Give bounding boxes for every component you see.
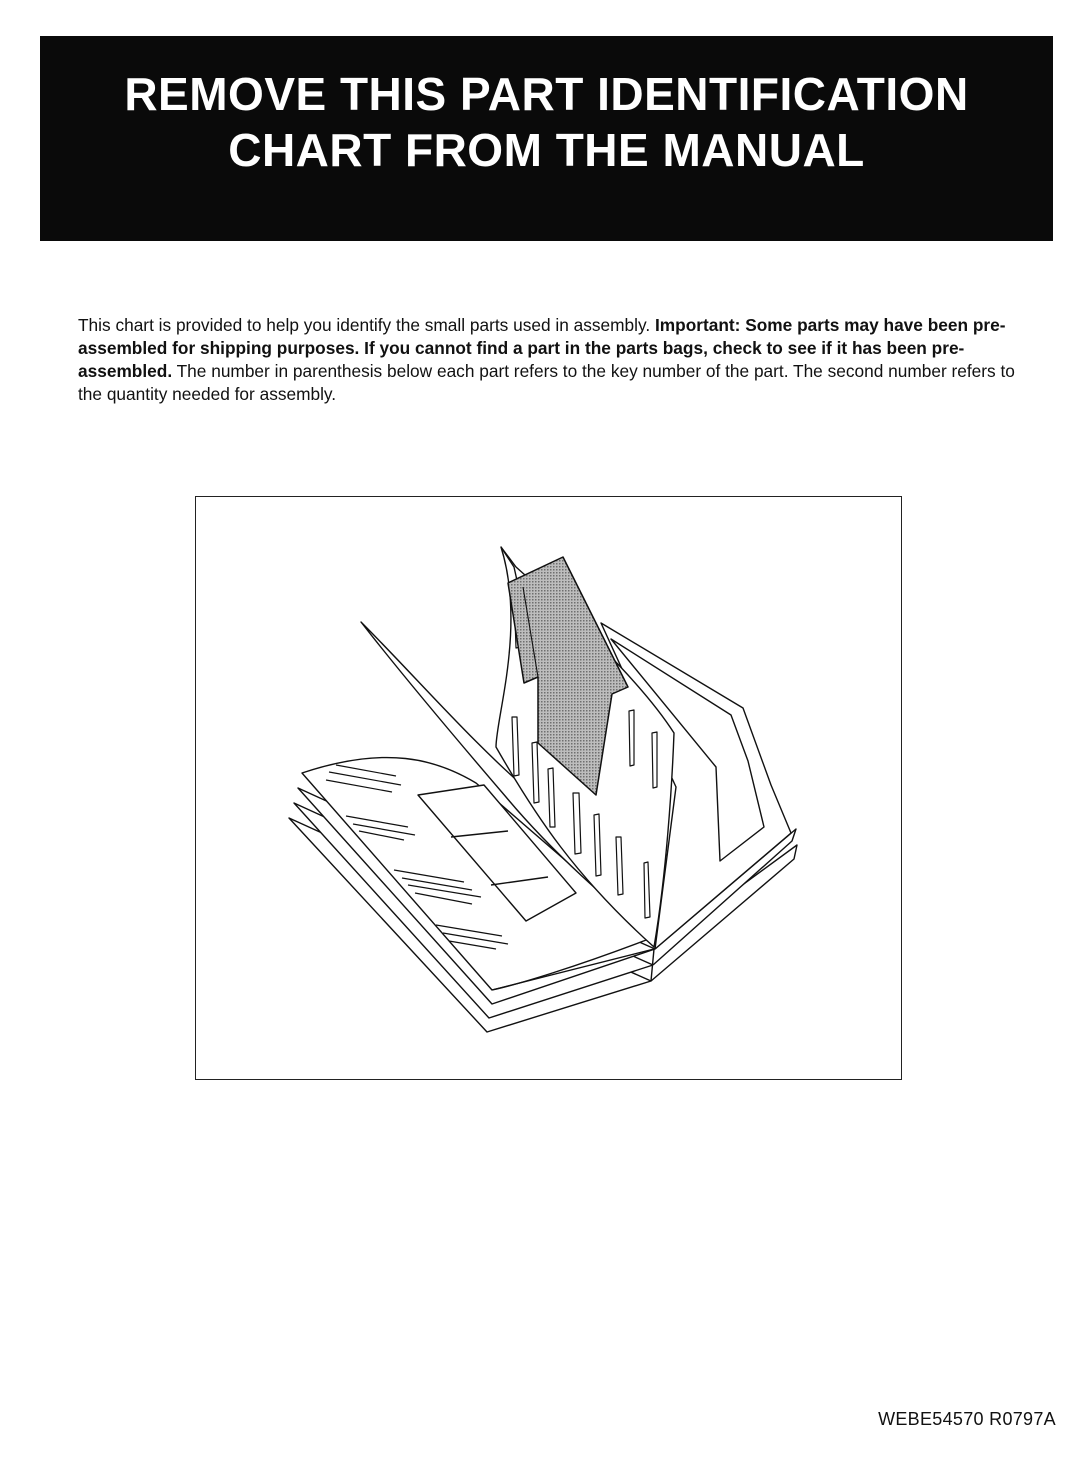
intro-paragraph: [78, 314, 1018, 406]
illustration-frame: [195, 496, 902, 1080]
intro-text: This chart is provided to help you identify the small parts used in assembly.: [78, 315, 655, 335]
header-title-line-1: REMOVE THIS PART IDENTIFICATION: [124, 67, 969, 120]
intro-text-continued: The number in parenthesis below each part refers to the key number of the part. The second number refers to the quantity needed for assembly.: [78, 361, 1015, 404]
header-banner: [40, 36, 1053, 241]
document-code: WEBE54570 R0797A: [878, 1409, 1056, 1429]
manual-with-chart-removal-arrow-icon: [196, 497, 901, 1079]
intro-important-note: Important: Some parts may have been pre-assembled for shipping purposes. If you cannot find a part in the parts bags, check to see if it has been pre-assembled.: [78, 315, 1006, 381]
header-title-line-2: CHART FROM THE MANUAL: [228, 123, 865, 176]
